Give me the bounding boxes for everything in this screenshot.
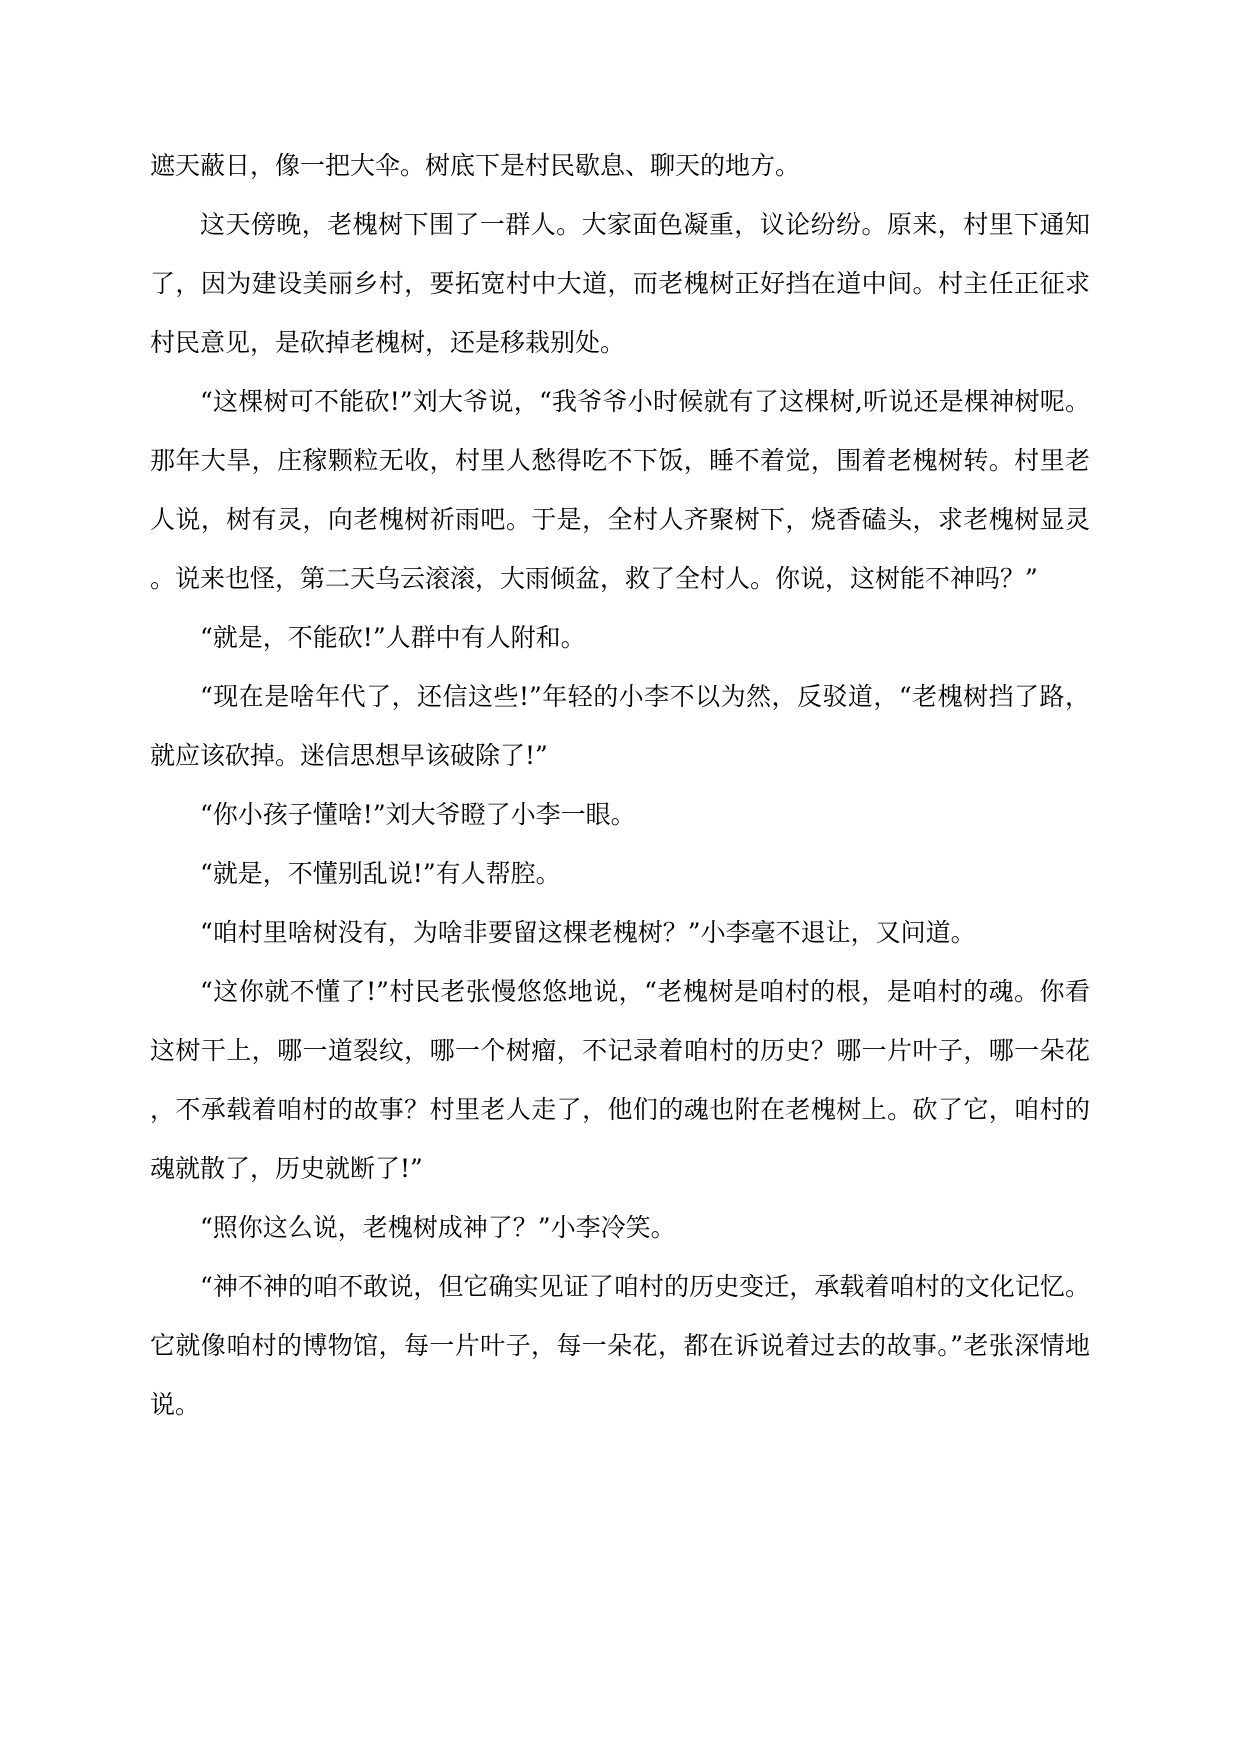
paragraph: “神不神的咱不敢说，但它确实见证了咱村的历史变迁，承载着咱村的文化记忆。它就像咱村的博物馆，每一片叶子，每一朵花，都在诉说着过去的故事。”老张深情地说。 [150, 1272, 1090, 1419]
paragraph: “这棵树可不能砍!”刘大爷说，“我爷爷小时候就有了这棵树,听说还是棵神树呢。那年大旱，庄稼颗粒无收，村里人愁得吃不下饭，睡不着觉，围着老槐树转。村里老人说，树有灵，向老槐树祈雨吧。于是，全村人齐聚树下，烧香磕头，求老槐树显灵。说来也怪，第二天乌云滚滚，大雨倾盆，救了全村人。你说，这树能不神吗？” [150, 387, 1090, 593]
paragraph: 遮天蔽日，像一把大伞。树底下是村民歇息、聊天的地方。 [150, 151, 801, 180]
paragraph: “现在是啥年代了，还信这些!”年轻的小李不以为然，反驳道，“老槐树挡了路，就应该砍掉。迷信思想早该破除了!” [150, 682, 1090, 770]
paragraph: “就是，不懂别乱说!”有人帮腔。 [200, 859, 561, 888]
paragraph: “你小孩子懂啥!”刘大爷瞪了小李一眼。 [200, 800, 636, 829]
paragraph: “就是，不能砍!”人群中有人附和。 [200, 623, 586, 652]
document-body [150, 136, 1090, 1434]
paragraph: “照你这么说，老槐树成神了？”小李冷笑。 [200, 1213, 676, 1242]
paragraph: 这天傍晚，老槐树下围了一群人。大家面色凝重，议论纷纷。原来，村里下通知了，因为建设美丽乡村，要拓宽村中大道，而老槐树正好挡在道中间。村主任正征求村民意见，是砍掉老槐树，还是移栽别处。 [150, 210, 1090, 357]
paragraph: “咱村里啥树没有，为啥非要留这棵老槐树？”小李毫不退让，又问道。 [200, 918, 976, 947]
paragraph: “这你就不懂了!”村民老张慢悠悠地说，“老槐树是咱村的根，是咱村的魂。你看这树干上，哪一道裂纹，哪一个树瘤，不记录着咱村的历史？哪一片叶子，哪一朵花，不承载着咱村的故事？村里老人走了，他们的魂也附在老槐树上。砍了它，咱村的魂就散了，历史就断了!” [150, 977, 1090, 1183]
